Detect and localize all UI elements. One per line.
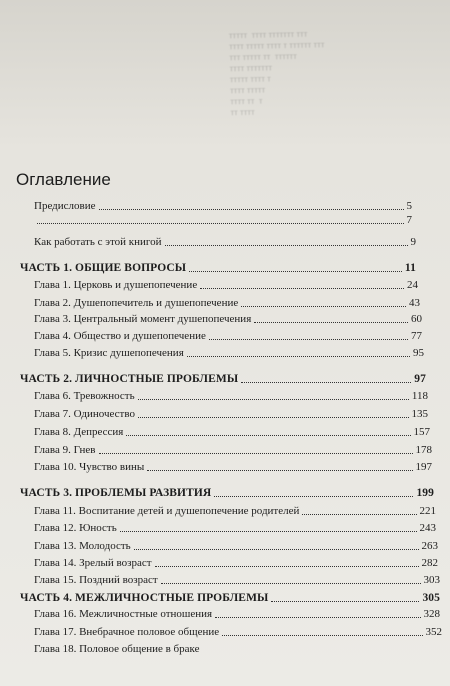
toc-chapter[interactable]: [34, 574, 440, 587]
toc-part-label: ЧАСТЬ 2. ЛИЧНОСТНЫЕ ПРОБЛЕМЫ: [20, 373, 239, 385]
toc-part-page: 97: [414, 373, 426, 385]
leader-dots: [99, 209, 404, 210]
leader-dots: [99, 453, 413, 454]
toc-chapter[interactable]: [34, 626, 442, 639]
toc-chapter[interactable]: [34, 330, 422, 343]
toc-chapter[interactable]: [34, 505, 436, 518]
toc-chapter-label: Глава 12. Юность: [34, 522, 117, 534]
toc-chapter-label: Глава 13. Молодость: [34, 540, 131, 552]
toc-chapter-page: 352: [425, 626, 442, 638]
leader-dots: [134, 549, 419, 550]
toc-chapter-label: Глава 8. Депрессия: [34, 426, 124, 438]
toc-chapter-page: 303: [423, 574, 440, 586]
toc-chapter-label: Глава 5. Кризис душепопечения: [34, 347, 184, 359]
toc-chapter-label: Глава 15. Поздний возраст: [34, 574, 158, 586]
toc-chapter-page: 118: [411, 390, 428, 402]
toc-entry-label: Как работать с этой книгой: [34, 236, 162, 248]
toc-part-4[interactable]: [20, 592, 440, 605]
toc-part-page: 199: [416, 487, 434, 499]
toc-chapter-page: 243: [419, 522, 436, 534]
leader-dots: [222, 635, 422, 636]
toc-part-3[interactable]: [20, 487, 434, 500]
toc-chapter[interactable]: [34, 390, 428, 403]
toc-chapter[interactable]: [34, 279, 418, 292]
leader-dots: [138, 399, 409, 400]
toc-chapter[interactable]: [34, 540, 438, 553]
toc-chapter-label: Глава 17. Внебрачное половое общение: [34, 626, 220, 638]
toc-chapter-label: Глава 10. Чувство вины: [34, 461, 145, 473]
toc-chapter-label: Глава 2. Душепопечитель и душепопечение: [34, 297, 239, 309]
toc-chapter-label: Глава 9. Гнев: [34, 444, 96, 456]
leader-dots: [215, 617, 420, 618]
toc-part-2[interactable]: [20, 373, 426, 386]
toc-chapter-page: 43: [409, 297, 420, 309]
toc-chapter-page: 282: [421, 557, 438, 569]
toc-entry-page: 9: [410, 236, 416, 248]
leader-dots: [147, 470, 412, 471]
toc-chapter[interactable]: [34, 444, 432, 457]
toc-chapter[interactable]: [34, 557, 438, 570]
toc-entry-front[interactable]: [34, 200, 412, 213]
toc-part-1[interactable]: [20, 262, 416, 275]
toc-chapter-page: 135: [411, 408, 428, 420]
toc-part-label: ЧАСТЬ 3. ПРОБЛЕМЫ РАЗВИТИЯ: [20, 487, 212, 499]
toc-entry-label: Предисловие: [34, 200, 96, 212]
toc-part-label: ЧАСТЬ 4. МЕЖЛИЧНОСТНЫЕ ПРОБЛЕМЫ: [20, 592, 269, 604]
toc-chapter[interactable]: [34, 608, 440, 621]
toc-chapter-page: 197: [415, 461, 432, 473]
toc-chapter-label: Глава 7. Одиночество: [34, 408, 135, 420]
toc-chapter[interactable]: [34, 461, 432, 474]
leader-dots: [138, 417, 409, 418]
toc-chapter[interactable]: [34, 522, 436, 535]
leader-dots: [37, 223, 404, 224]
toc-chapter-label: Глава 6. Тревожность: [34, 390, 135, 402]
leader-dots: [271, 601, 419, 602]
toc-chapter-label: Глава 14. Зрелый возраст: [34, 557, 152, 569]
leader-dots: [200, 288, 404, 289]
leader-dots: [155, 566, 419, 567]
toc-part-page: 305: [422, 592, 440, 604]
toc-chapter-page: 263: [421, 540, 438, 552]
toc-chapter-label: Глава 3. Центральный момент душепопечения: [34, 313, 252, 325]
leader-dots: [241, 382, 411, 383]
toc-entry-front[interactable]: [34, 214, 412, 227]
toc-chapter-page: 60: [411, 313, 422, 325]
toc-chapter-page: 95: [413, 347, 424, 359]
bleed-through-text: ттттт тттт ттттттт ттт тттт ттттт тттт т тттттт ттт ттт ттттт тт тттттт тттт ттттттт ттттт тттт т тттт ттттт тттт тт т тт тттт: [228, 29, 325, 118]
leader-dots: [189, 271, 402, 272]
toc-entry-page: 7: [406, 214, 412, 226]
leader-dots: [126, 435, 410, 436]
toc-chapter[interactable]: [34, 297, 420, 310]
toc-chapter[interactable]: [34, 408, 428, 421]
leader-dots: [214, 496, 413, 497]
toc-chapter-page: 77: [411, 330, 422, 342]
leader-dots: [254, 322, 408, 323]
toc-chapter-label: Глава 16. Межличностные отношения: [34, 608, 213, 620]
toc-chapter[interactable]: [34, 313, 422, 326]
toc-chapter-label: Глава 18. Половое общение в браке: [34, 643, 200, 655]
leader-dots: [161, 583, 421, 584]
toc-chapter[interactable]: [34, 347, 424, 360]
toc-part-label: ЧАСТЬ 1. ОБЩИЕ ВОПРОСЫ: [20, 262, 187, 274]
toc-part-page: 11: [404, 262, 416, 274]
toc-chapter-page: 178: [415, 444, 432, 456]
toc-chapter-page: 328: [423, 608, 440, 620]
toc-chapter-label: Глава 4. Общество и душепопечение: [34, 330, 206, 342]
leader-dots: [241, 306, 406, 307]
toc-title: Оглавление: [16, 170, 111, 189]
toc-chapter-label: Глава 11. Воспитание детей и душепопечение родителей: [34, 505, 300, 517]
toc-entry-front[interactable]: [34, 236, 416, 249]
leader-dots: [187, 356, 410, 357]
leader-dots: [209, 339, 408, 340]
toc-entry-page: 5: [406, 200, 412, 212]
leader-dots: [302, 514, 416, 515]
leader-dots: [165, 245, 408, 246]
toc-chapter-page: 221: [419, 505, 436, 517]
leader-dots: [120, 531, 417, 532]
toc-chapter[interactable]: [34, 426, 430, 439]
toc-chapter[interactable]: [34, 643, 264, 656]
toc-chapter-page: 157: [413, 426, 430, 438]
toc-chapter-label: Глава 1. Церковь и душепопечение: [34, 279, 198, 291]
toc-chapter-page: 24: [407, 279, 418, 291]
